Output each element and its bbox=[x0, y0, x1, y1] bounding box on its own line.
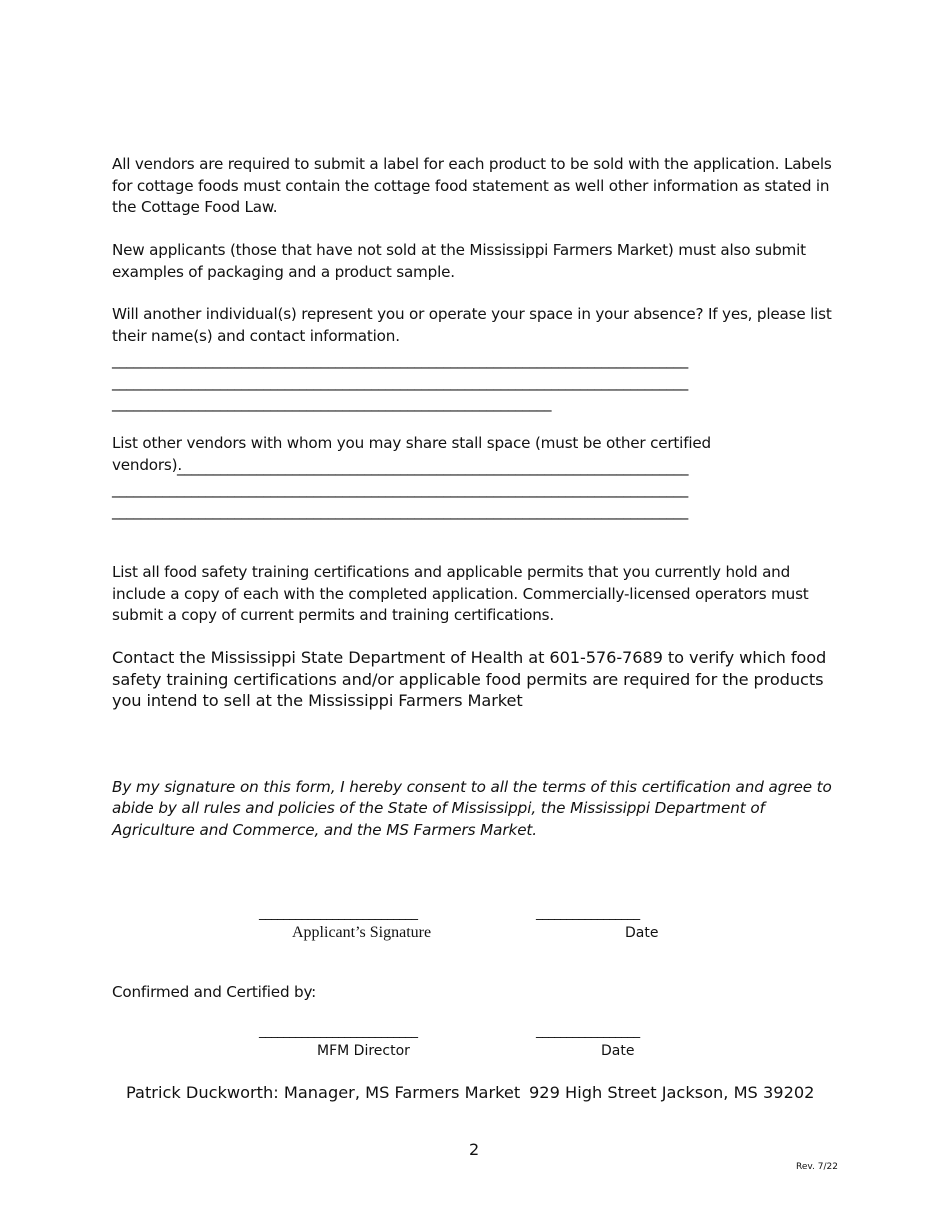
paragraph-line: List all food safety training certifications and applicable permits that you currently hold and bbox=[112, 563, 791, 581]
paragraph-line: All vendors are required to submit a label for each product to be sold with the application. Labels bbox=[112, 155, 832, 173]
page-number: 2 bbox=[469, 1140, 480, 1159]
applicant-signature-line[interactable]: __________________________ bbox=[259, 906, 418, 921]
paragraph-line: you intend to sell at the Mississippi Farmers Market bbox=[112, 691, 523, 710]
question-line: vendors). bbox=[112, 456, 182, 474]
paragraph-line: for cottage foods must contain the cottage food statement as well other information as stated in bbox=[112, 177, 830, 195]
question-line: Will another individual(s) represent you or operate your space in your absence? If yes, please list bbox=[112, 305, 832, 323]
fill-line[interactable]: _______________________________________________________________________ bbox=[177, 458, 689, 476]
paragraph-line: the Cottage Food Law. bbox=[112, 198, 278, 216]
fill-line[interactable]: ________________________________________________________________________________ bbox=[112, 351, 689, 369]
paragraph-line: New applicants (those that have not sold at the Mississippi Farmers Market) must also submit bbox=[112, 241, 806, 259]
fill-line[interactable]: ________________________________________________________________________________ bbox=[112, 480, 689, 498]
consent-line: By my signature on this form, I hereby consent to all the terms of this certification and agree to bbox=[112, 778, 832, 796]
applicant-date-label: Date bbox=[625, 925, 659, 941]
confirmed-by-label: Confirmed and Certified by: bbox=[112, 983, 317, 1001]
director-date-label: Date bbox=[601, 1043, 635, 1059]
revision-date: Rev. 7/22 bbox=[796, 1162, 838, 1172]
fill-line[interactable]: _____________________________________________________________ bbox=[112, 394, 552, 412]
manager-info: Patrick Duckworth: Manager, MS Farmers Market bbox=[126, 1083, 521, 1102]
applicant-date-line[interactable]: _________________ bbox=[536, 906, 640, 921]
fill-line[interactable]: ________________________________________________________________________________ bbox=[112, 373, 689, 391]
question-line: their name(s) and contact information. bbox=[112, 327, 400, 345]
consent-line: abide by all rules and policies of the State of Mississippi, the Mississippi Department of bbox=[112, 799, 765, 817]
consent-line: Agriculture and Commerce, and the MS Farmers Market. bbox=[112, 821, 538, 839]
fill-line[interactable]: ________________________________________________________________________________ bbox=[112, 502, 689, 520]
applicant-signature-label: Applicant’s Signature bbox=[292, 924, 432, 941]
director-date-line[interactable]: _________________ bbox=[536, 1024, 640, 1039]
paragraph-line: safety training certifications and/or applicable food permits are required for the products bbox=[112, 670, 824, 689]
paragraph-line: examples of packaging and a product sample. bbox=[112, 263, 455, 281]
paragraph-line: include a copy of each with the completed application. Commercially-licensed operators must bbox=[112, 585, 809, 603]
question-line: List other vendors with whom you may share stall space (must be other certified bbox=[112, 434, 711, 452]
director-label: MFM Director bbox=[317, 1043, 410, 1059]
market-address: 929 High Street Jackson, MS 39202 bbox=[529, 1083, 815, 1102]
director-signature-line[interactable]: __________________________ bbox=[259, 1024, 418, 1039]
paragraph-line: submit a copy of current permits and training certifications. bbox=[112, 606, 554, 624]
paragraph-line: Contact the Mississippi State Department of Health at 601-576-7689 to verify which food bbox=[112, 648, 827, 667]
